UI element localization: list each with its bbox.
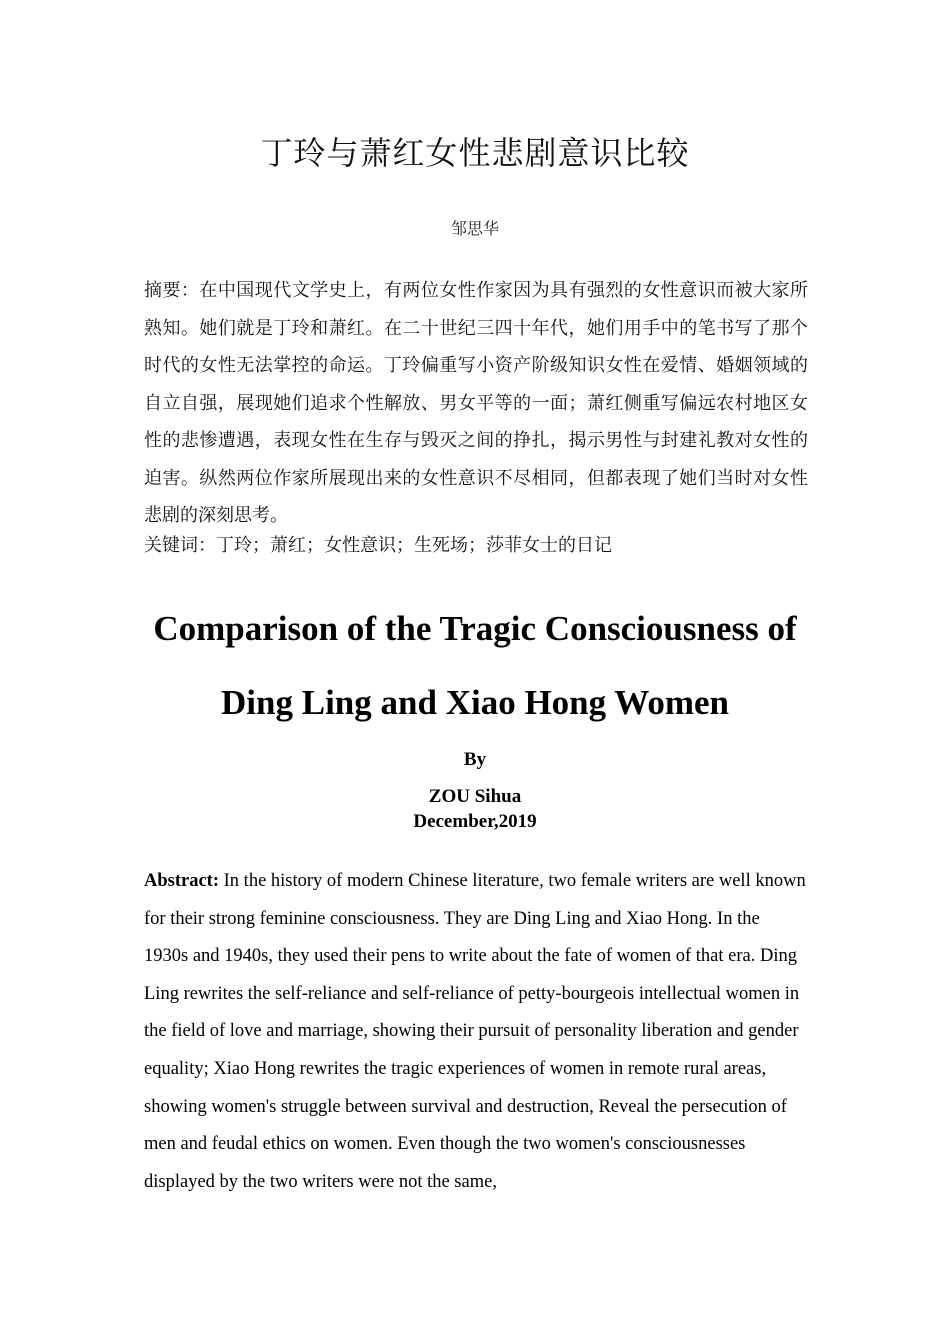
chinese-keywords-text: 丁玲；萧红；女性意识；生死场；莎菲女士的日记 bbox=[216, 535, 612, 556]
english-abstract bbox=[144, 863, 808, 1201]
english-title bbox=[100, 592, 850, 740]
chinese-author: 邹思华 bbox=[450, 219, 499, 238]
chinese-keywords bbox=[144, 529, 808, 563]
chinese-abstract bbox=[144, 272, 808, 535]
english-date: December,2019 bbox=[413, 811, 537, 832]
english-by-line: By bbox=[463, 749, 487, 770]
english-abstract-text: In the history of modern Chinese literature, two female writers are well known for their strong feminine consciousness. They are Ding Ling and Xiao Hong. In the 1930s and 1940s, they used their pens to write about the fate of women of that era. Ding Ling rewrites the self-reliance and self-reliance of petty-bourgeois intellectual women in the field of love and marriage, showing their pursuit of personality liberation and gender equality; Xiao Hong rewrites the tragic experiences of women in remote rural areas, showing women's struggle between survival and destruction, Reveal the persecution of men and feudal ethics on women. Even though the two women's consciousnesses displayed by the two writers were not the same, bbox=[144, 871, 806, 1192]
chinese-title: 丁玲与萧红女性悲剧意识比较 bbox=[260, 134, 690, 172]
chinese-keywords-label: 关键词： bbox=[144, 535, 216, 556]
english-title-line-2: Ding Ling and Xiao Hong Women bbox=[221, 683, 729, 722]
english-title-line-1: Comparison of the Tragic Consciousness of bbox=[153, 609, 797, 648]
chinese-abstract-label: 摘要： bbox=[144, 280, 200, 301]
english-author-block bbox=[0, 784, 950, 834]
english-author: ZOU Sihua bbox=[428, 786, 522, 807]
chinese-abstract-text: 在中国现代文学史上，有两位女性作家因为具有强烈的女性意识而被大家所熟知。她们就是丁玲和萧红。在二十世纪三四十年代，她们用手中的笔书写了那个时代的女性无法掌控的命运。丁玲偏重写小资产阶级知识女性在爱情、婚姻领域的自立自强，展现她们追求个性解放、男女平等的一面；萧红侧重写偏远农村地区女性的悲惨遭遇，表现女性在生存与毁灭之间的挣扎，揭示男性与封建礼教对女性的迫害。纵然两位作家所展现出来的女性意识不尽相同，但都表现了她们当时对女性悲剧的深刻思考。 bbox=[144, 280, 809, 526]
english-abstract-label: Abstract: bbox=[144, 871, 220, 891]
